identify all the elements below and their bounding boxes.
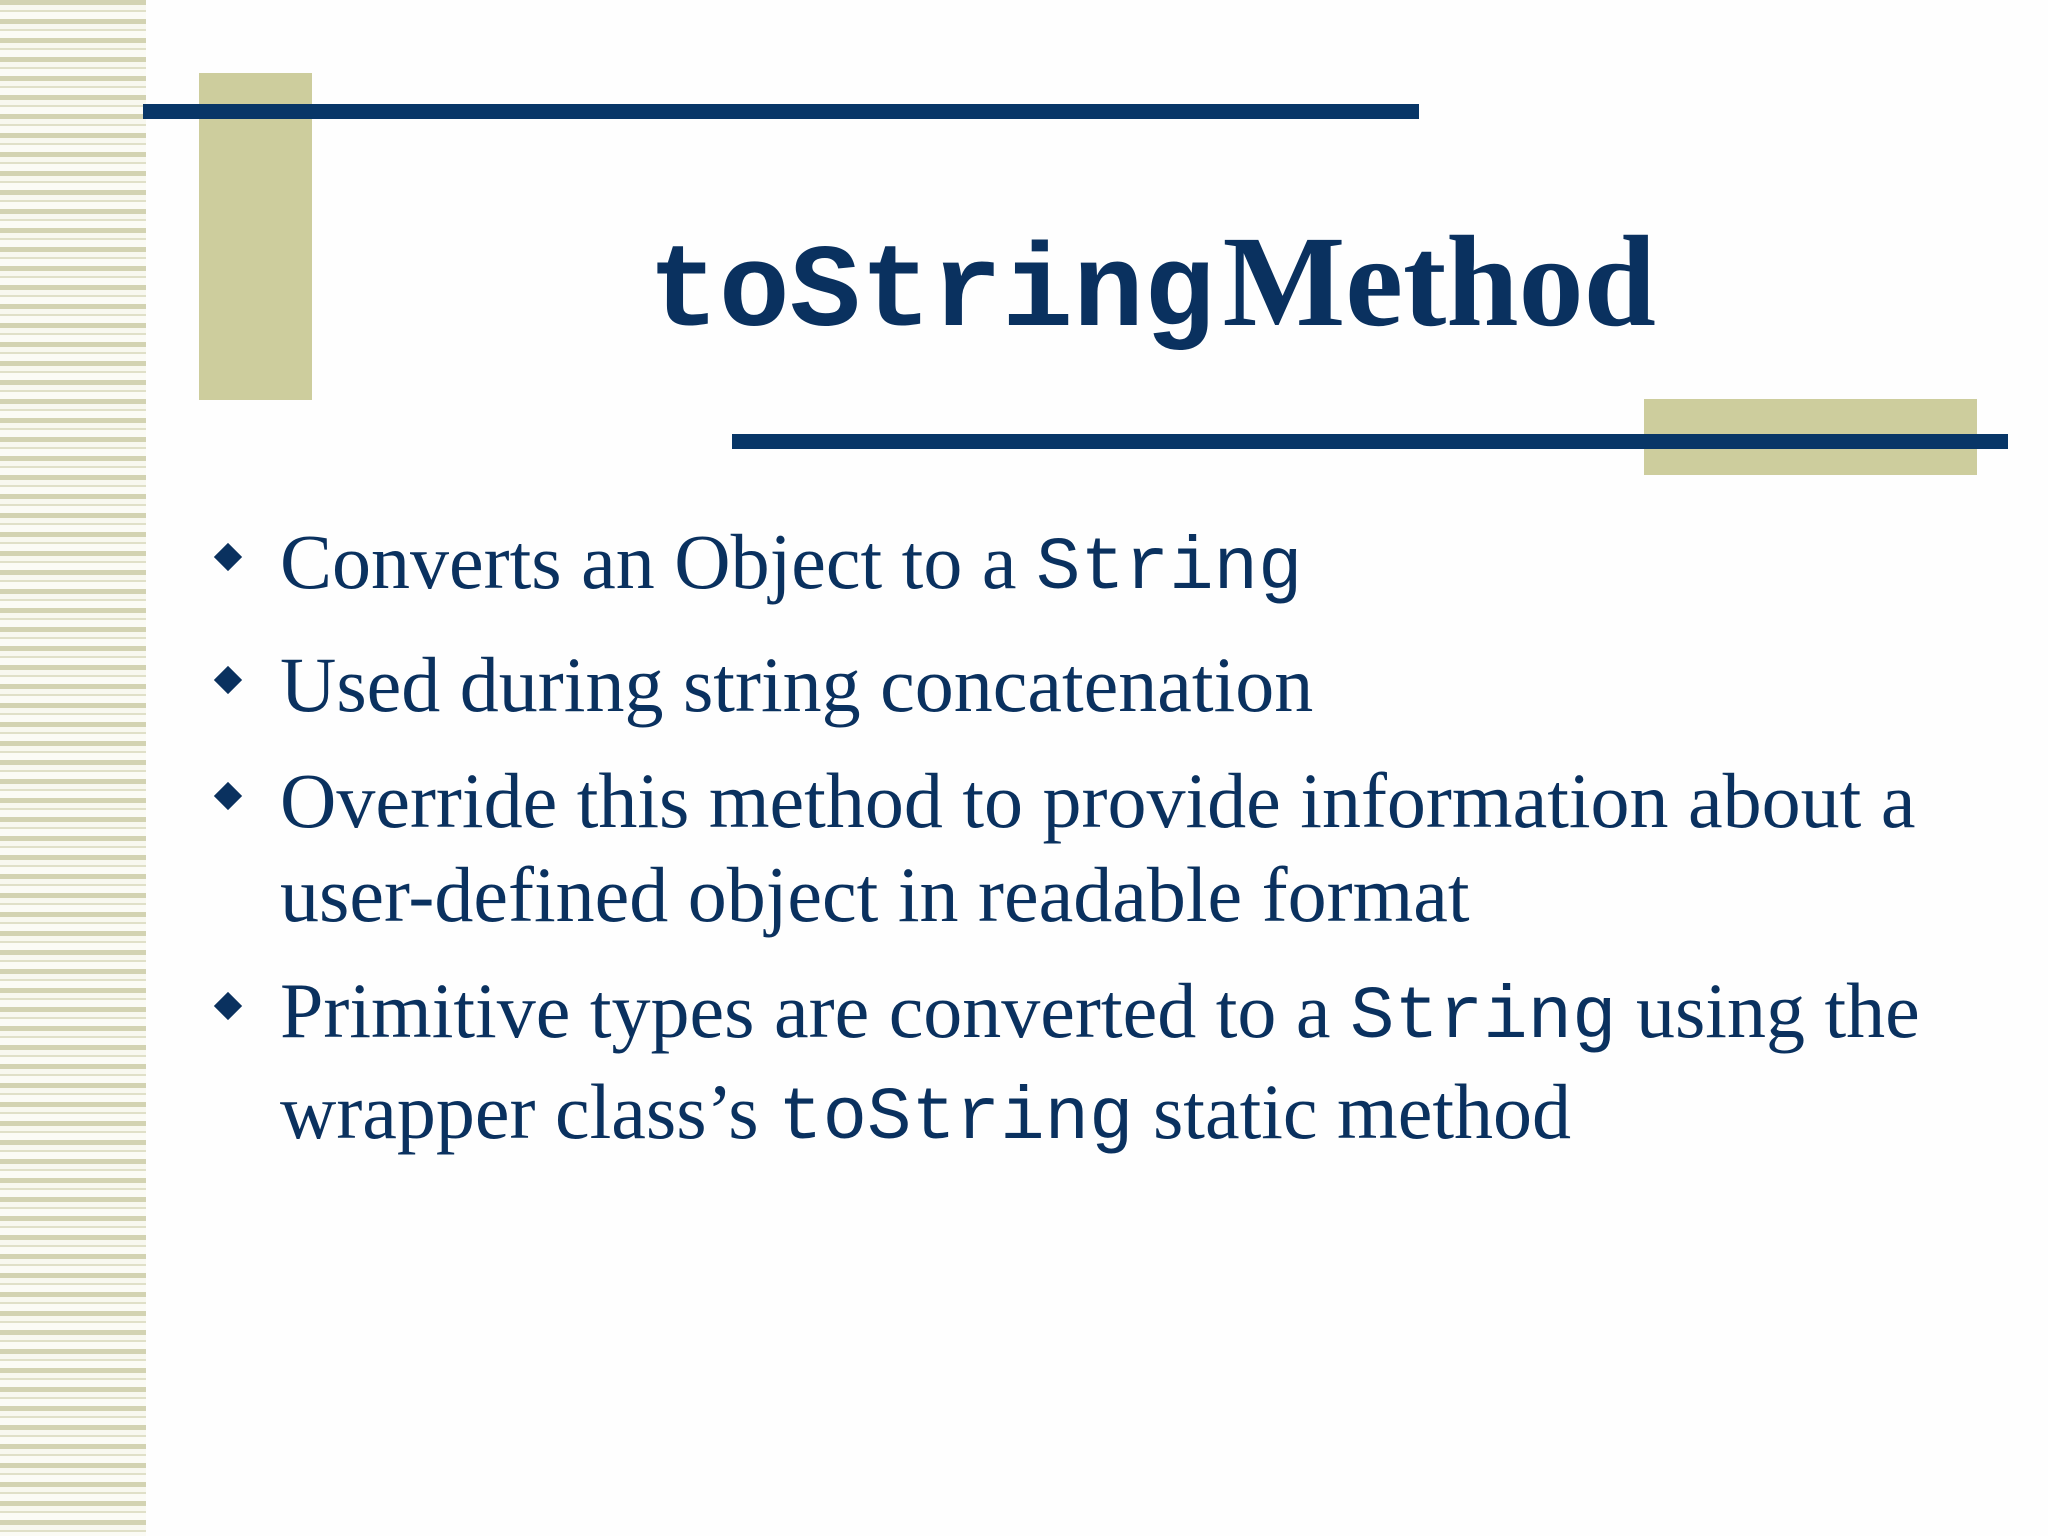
bottom-rule-line <box>732 434 2008 449</box>
bullet-item <box>210 515 1970 616</box>
slide-title <box>312 210 1992 362</box>
diamond-bullet-icon <box>214 992 242 1020</box>
diamond-bullet-icon <box>214 543 242 571</box>
diamond-bullet-icon <box>214 782 242 810</box>
bullet-code: toString <box>778 1077 1134 1161</box>
bullet-item <box>210 964 1970 1166</box>
bullet-list <box>210 515 1970 1188</box>
bullet-item <box>210 638 1970 732</box>
bullet-code: String <box>1035 527 1303 611</box>
bullet-text: Used during string concatenation <box>280 641 1314 728</box>
top-accent-block <box>199 73 312 400</box>
bullet-item <box>210 754 1970 942</box>
bullet-code: String <box>1350 976 1617 1060</box>
bullet-text: static method <box>1133 1068 1572 1155</box>
bullet-text: Primitive types are converted to a <box>280 967 1350 1054</box>
bullet-text: Converts an Object to a <box>280 518 1036 605</box>
slide-title-code: toString <box>648 228 1215 362</box>
slide-title-word: Method <box>1222 210 1656 355</box>
top-rule-line <box>143 104 1419 119</box>
bullet-text: using the wrapper class’s <box>280 967 1920 1155</box>
left-stripe-decoration <box>0 0 146 1536</box>
diamond-bullet-icon <box>214 666 242 694</box>
bullet-text: Override this method to provide information about a user-defined object in readable format <box>280 757 1916 938</box>
